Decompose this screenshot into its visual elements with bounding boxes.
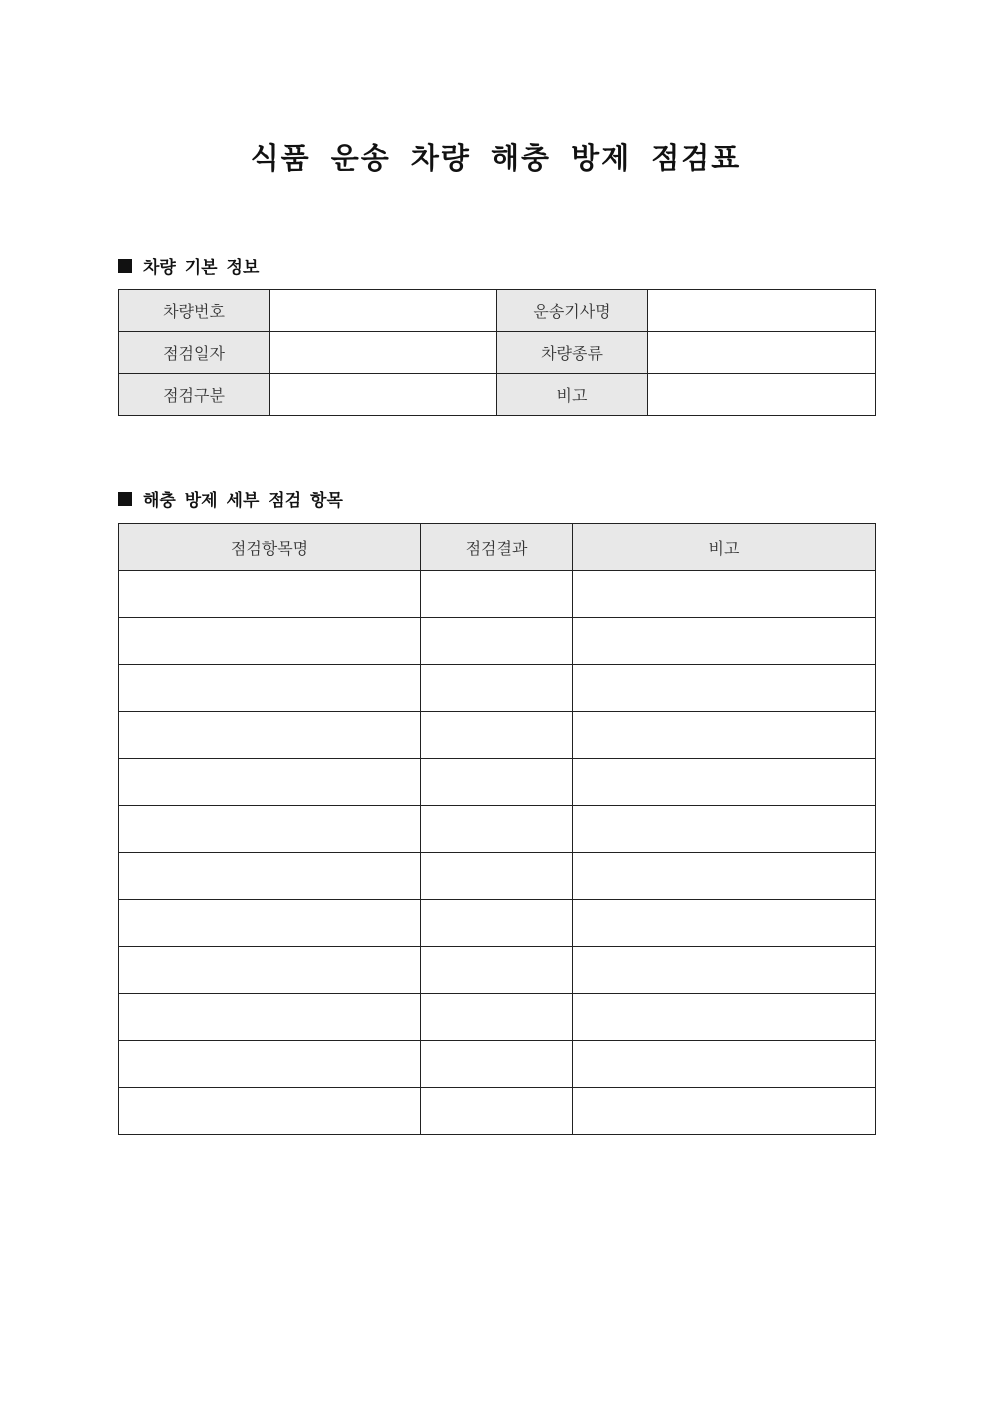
cell-remarks[interactable] [573, 947, 876, 994]
cell-result[interactable] [421, 1088, 573, 1135]
cell-remarks[interactable] [573, 618, 876, 665]
cell-item-name[interactable] [119, 618, 421, 665]
table-row [119, 665, 876, 712]
table-row [119, 571, 876, 618]
cell-result[interactable] [421, 1041, 573, 1088]
label-inspection-date: 점검일자 [119, 332, 270, 374]
table-row [119, 618, 876, 665]
cell-item-name[interactable] [119, 759, 421, 806]
section-heading-label: 차량 기본 정보 [143, 258, 260, 278]
cell-remarks[interactable] [573, 1041, 876, 1088]
cell-item-name[interactable] [119, 665, 421, 712]
cell-result[interactable] [421, 994, 573, 1041]
cell-remarks[interactable] [573, 994, 876, 1041]
table-row [119, 806, 876, 853]
section-heading-label: 해충 방제 세부 점검 항목 [143, 491, 343, 511]
field-driver-name[interactable] [648, 290, 876, 332]
cell-result[interactable] [421, 571, 573, 618]
cell-item-name[interactable] [119, 571, 421, 618]
table-row [119, 947, 876, 994]
cell-remarks[interactable] [573, 806, 876, 853]
label-driver-name: 운송기사명 [497, 290, 648, 332]
table-row [119, 900, 876, 947]
table-row [119, 1088, 876, 1135]
label-remarks: 비고 [497, 374, 648, 416]
table-row [119, 712, 876, 759]
cell-item-name[interactable] [119, 853, 421, 900]
field-remarks[interactable] [648, 374, 876, 416]
cell-remarks[interactable] [573, 900, 876, 947]
field-vehicle-number[interactable] [270, 290, 497, 332]
column-header-item-name: 점검항목명 [119, 524, 421, 571]
label-inspection-category: 점검구분 [119, 374, 270, 416]
table-row [119, 759, 876, 806]
cell-result[interactable] [421, 665, 573, 712]
section-heading-pest-control-items [118, 486, 343, 511]
square-bullet-icon [118, 492, 132, 506]
cell-result[interactable] [421, 759, 573, 806]
cell-remarks[interactable] [573, 571, 876, 618]
cell-item-name[interactable] [119, 1041, 421, 1088]
cell-remarks[interactable] [573, 665, 876, 712]
vehicle-info-table [118, 289, 876, 416]
table-row [119, 1041, 876, 1088]
pest-control-items-table [118, 523, 876, 1135]
cell-item-name[interactable] [119, 806, 421, 853]
cell-remarks[interactable] [573, 712, 876, 759]
table-row [119, 994, 876, 1041]
table-row [119, 853, 876, 900]
cell-result[interactable] [421, 618, 573, 665]
cell-remarks[interactable] [573, 1088, 876, 1135]
square-bullet-icon [118, 259, 132, 273]
table-row [119, 290, 876, 332]
cell-item-name[interactable] [119, 712, 421, 759]
column-header-remarks: 비고 [573, 524, 876, 571]
cell-item-name[interactable] [119, 947, 421, 994]
cell-item-name[interactable] [119, 1088, 421, 1135]
cell-remarks[interactable] [573, 853, 876, 900]
cell-result[interactable] [421, 806, 573, 853]
field-inspection-date[interactable] [270, 332, 497, 374]
label-vehicle-type: 차량종류 [497, 332, 648, 374]
column-header-result: 점검결과 [421, 524, 573, 571]
cell-remarks[interactable] [573, 759, 876, 806]
cell-result[interactable] [421, 900, 573, 947]
table-header-row [119, 524, 876, 571]
cell-result[interactable] [421, 947, 573, 994]
cell-item-name[interactable] [119, 900, 421, 947]
cell-result[interactable] [421, 853, 573, 900]
page-title: 식품 운송 차량 해충 방제 점검표 [250, 141, 742, 175]
table-row [119, 374, 876, 416]
field-vehicle-type[interactable] [648, 332, 876, 374]
table-row [119, 332, 876, 374]
field-inspection-category[interactable] [270, 374, 497, 416]
label-vehicle-number: 차량번호 [119, 290, 270, 332]
cell-result[interactable] [421, 712, 573, 759]
cell-item-name[interactable] [119, 994, 421, 1041]
section-heading-vehicle-info [118, 253, 259, 278]
